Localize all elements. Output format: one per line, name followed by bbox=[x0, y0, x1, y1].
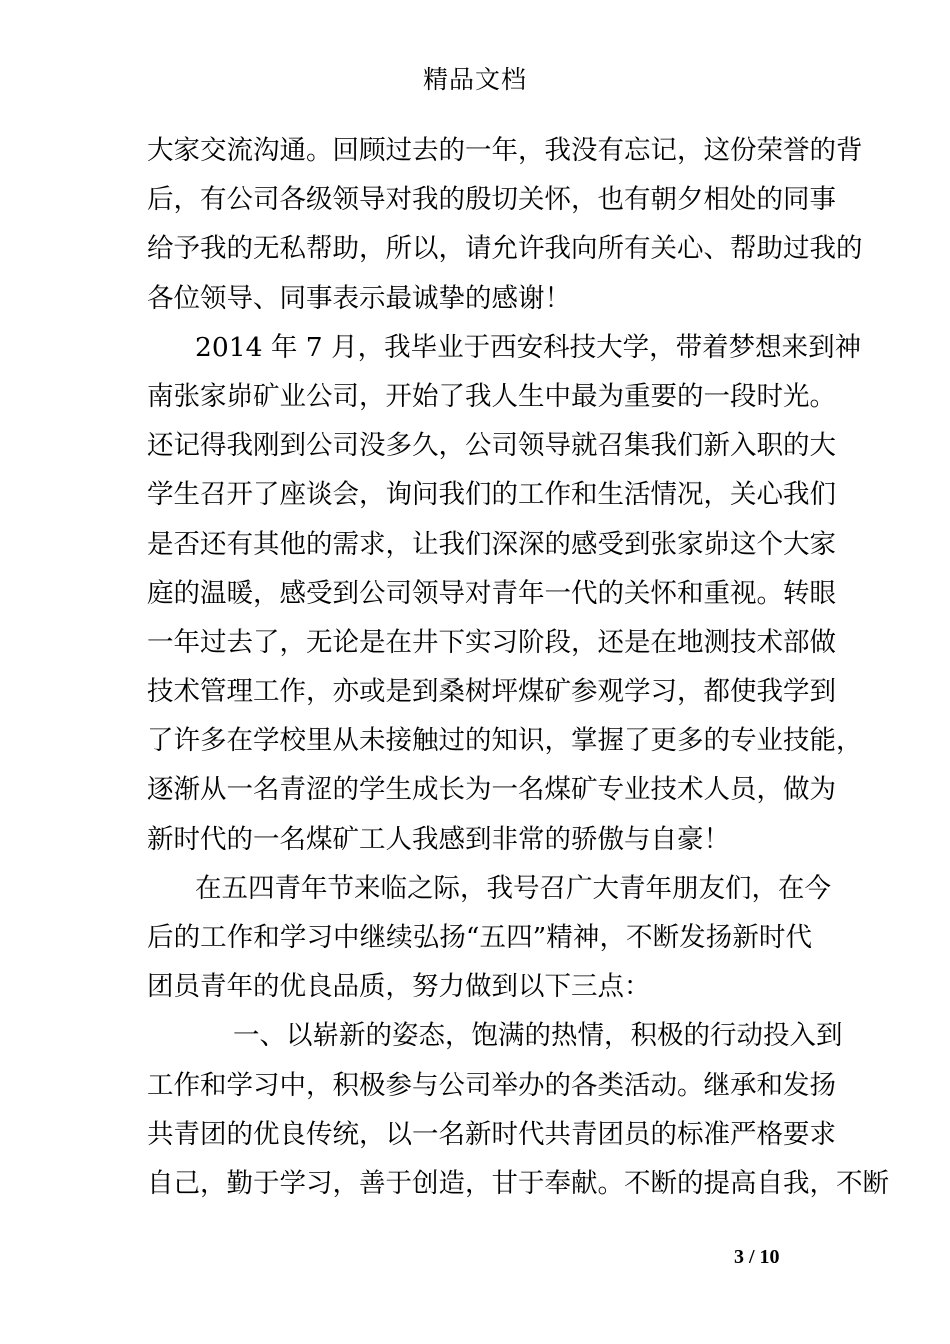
page-number: 3 / 10 bbox=[734, 1246, 780, 1268]
text-line: 后，有公司各级领导对我的殷切关怀，也有朝夕相处的同事 bbox=[147, 184, 836, 216]
text-line: 自己，勤于学习，善于创造，甘于奉献。不断的提高自我，不断 bbox=[147, 1167, 889, 1199]
text-line: 是否还有其他的需求，让我们深深的感受到张家峁这个大家 bbox=[147, 528, 836, 560]
text-line: 各位领导、同事表示最诚挚的感谢！ bbox=[147, 282, 571, 314]
document-body bbox=[147, 126, 889, 1208]
text-line: 团员青年的优良品质，努力做到以下三点： bbox=[147, 971, 651, 1003]
text-line: 庭的温暖，感受到公司领导对青年一代的关怀和重视。转眼 bbox=[147, 577, 836, 609]
text-line: 学生召开了座谈会，询问我们的工作和生活情况，关心我们 bbox=[147, 479, 836, 511]
text-line: 在五四青年节来临之际，我号召广大青年朋友们，在今 bbox=[195, 872, 831, 904]
text-line: 2014 年 7 月，我毕业于西安科技大学，带着梦想来到神 bbox=[195, 331, 862, 363]
page-header-title: 精品文档 bbox=[422, 65, 527, 94]
text-line: 了许多在学校里从未接触过的知识，掌握了更多的专业技能， bbox=[147, 725, 863, 757]
text-line: 南张家峁矿业公司，开始了我人生中最为重要的一段时光。 bbox=[147, 380, 836, 412]
text-line: 还记得我刚到公司没多久，公司领导就召集我们新入职的大 bbox=[147, 430, 836, 462]
text-line: 逐渐从一名青涩的学生成长为一名煤矿专业技术人员，做为 bbox=[147, 774, 836, 806]
text-line: 一年过去了，无论是在井下实习阶段，还是在地测技术部做 bbox=[147, 626, 836, 658]
text-line: 工作和学习中，积极参与公司举办的各类活动。继承和发扬 bbox=[147, 1069, 836, 1101]
text-line: 大家交流沟通。回顾过去的一年，我没有忘记，这份荣誉的背 bbox=[147, 135, 863, 166]
text-line: 给予我的无私帮助，所以，请允许我向所有关心、帮助过我的 bbox=[147, 233, 863, 265]
text-line: 共青团的优良传统，以一名新时代共青团员的标准严格要求 bbox=[147, 1118, 836, 1150]
text-line: 技术管理工作，亦或是到桑树坪煤矿参观学习，都使我学到 bbox=[147, 676, 836, 708]
text-line: 后的工作和学习中继续弘扬“五四”精神，不断发扬新时代 bbox=[147, 922, 812, 953]
text-line: 一、以崭新的姿态，饱满的热情，积极的行动投入到 bbox=[233, 1020, 843, 1052]
text-line: 新时代的一名煤矿工人我感到非常的骄傲与自豪！ bbox=[147, 823, 730, 855]
